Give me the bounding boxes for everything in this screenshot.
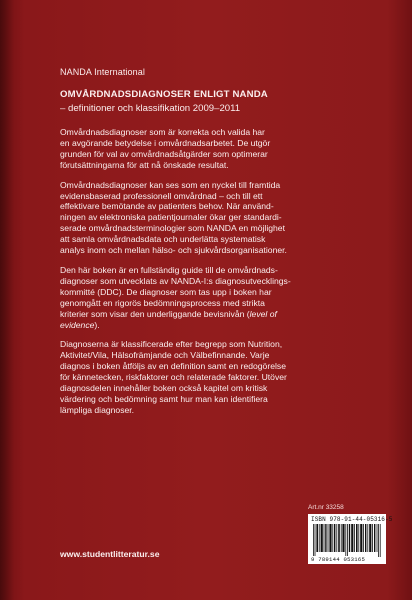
blurb-line: diagnoser som utvecklats av NANDA-I:s diagnosutvecklings- bbox=[60, 275, 291, 286]
blurb-line bbox=[60, 320, 360, 331]
barcode-icon bbox=[311, 524, 383, 557]
blurb-line: serade omvårdnadsterminologier som NANDA en möjlighet bbox=[60, 223, 285, 234]
blurb-line: diagnosdelen innehåller boken också kapitel om kritisk bbox=[60, 383, 268, 394]
blurb-line: lämpliga diagnoser. bbox=[60, 404, 135, 415]
blurb-line: evidensbaserad professionell omvårdnad – och till ett bbox=[60, 190, 263, 201]
book-title: OMVÅRDNADSDIAGNOSER ENLIGT NANDA bbox=[60, 89, 268, 100]
blurb-paragraph-3 bbox=[60, 265, 360, 330]
blurb-paragraph-2 bbox=[60, 180, 360, 256]
article-number: Art.nr 33258 bbox=[308, 504, 344, 511]
barcode-number: 9 789144 053165 bbox=[311, 556, 366, 563]
blurb bbox=[60, 127, 360, 416]
blurb-line-text: kriterier som visar den underliggande bevisnivån ( bbox=[60, 308, 250, 319]
blurb-line: effektivare bemötande av patienters behov. När använd- bbox=[60, 201, 274, 212]
level-of-evidence-term-cont: evidence bbox=[60, 319, 95, 330]
blurb-line: en avgörande betydelse i omvårdnadsarbetet. De utgör bbox=[60, 137, 271, 148]
blurb-line: grunden för val av omvårdnadsåtgärder som optimerar bbox=[60, 148, 268, 159]
level-of-evidence-term: level of bbox=[249, 308, 277, 319]
isbn-text: ISBN 978-91-44-05316-5 bbox=[311, 516, 393, 523]
blurb-line: diagnos i boken åtföljs av en definition samt en redogörelse bbox=[60, 361, 286, 372]
blurb-line: förutsättningarna för att nå önskade resultat. bbox=[60, 159, 229, 170]
blurb-line: att samla omvårdnadsdata och underlätta systematisk bbox=[60, 234, 266, 245]
blurb-line bbox=[60, 309, 360, 320]
blurb-line: Den här boken är en fullständig guide till de omvårdnads- bbox=[60, 264, 278, 275]
blurb-line: Aktivitet/Vila, Hälsofrämjande och Välbefinnande. Varje bbox=[60, 350, 270, 361]
blurb-line: genomgått en rigorös bedömningsprocess med strikta bbox=[60, 297, 265, 308]
blurb-line: Diagnoserna är klassificerade efter begrepp som Nutrition, bbox=[60, 339, 283, 350]
blurb-line: ningen av elektroniska patientjournaler ökar ger standardi- bbox=[60, 212, 282, 223]
blurb-line: analys inom och mellan hälso- och sjukvårdsorganisationer. bbox=[60, 245, 287, 256]
blurb-line: kommitté (DDC). De diagnoser som tas upp i boken har bbox=[60, 286, 272, 297]
blurb-line: Omvårdnadsdiagnoser som är korrekta och valida har bbox=[60, 127, 265, 137]
blurb-line: Omvårdnadsdiagnoser kan ses som en nyckel till framtida bbox=[60, 179, 281, 190]
blurb-line: värdering och bedömning samt hur man kan identifiera bbox=[60, 393, 268, 404]
blurb-line: för kännetecken, riskfaktorer och relaterade faktorer. Utöver bbox=[60, 372, 287, 383]
publisher-name: NANDA International bbox=[60, 67, 145, 77]
book-subtitle: – definitioner och klassifikation 2009–2011 bbox=[60, 103, 241, 114]
barcode-label bbox=[308, 514, 393, 564]
blurb-line-tail: ). bbox=[94, 319, 100, 330]
blurb-paragraph-1 bbox=[60, 127, 360, 171]
spine-shadow bbox=[0, 0, 14, 600]
blurb-paragraph-4 bbox=[60, 339, 360, 415]
publisher-website[interactable]: www.studentlitteratur.se bbox=[60, 549, 160, 559]
